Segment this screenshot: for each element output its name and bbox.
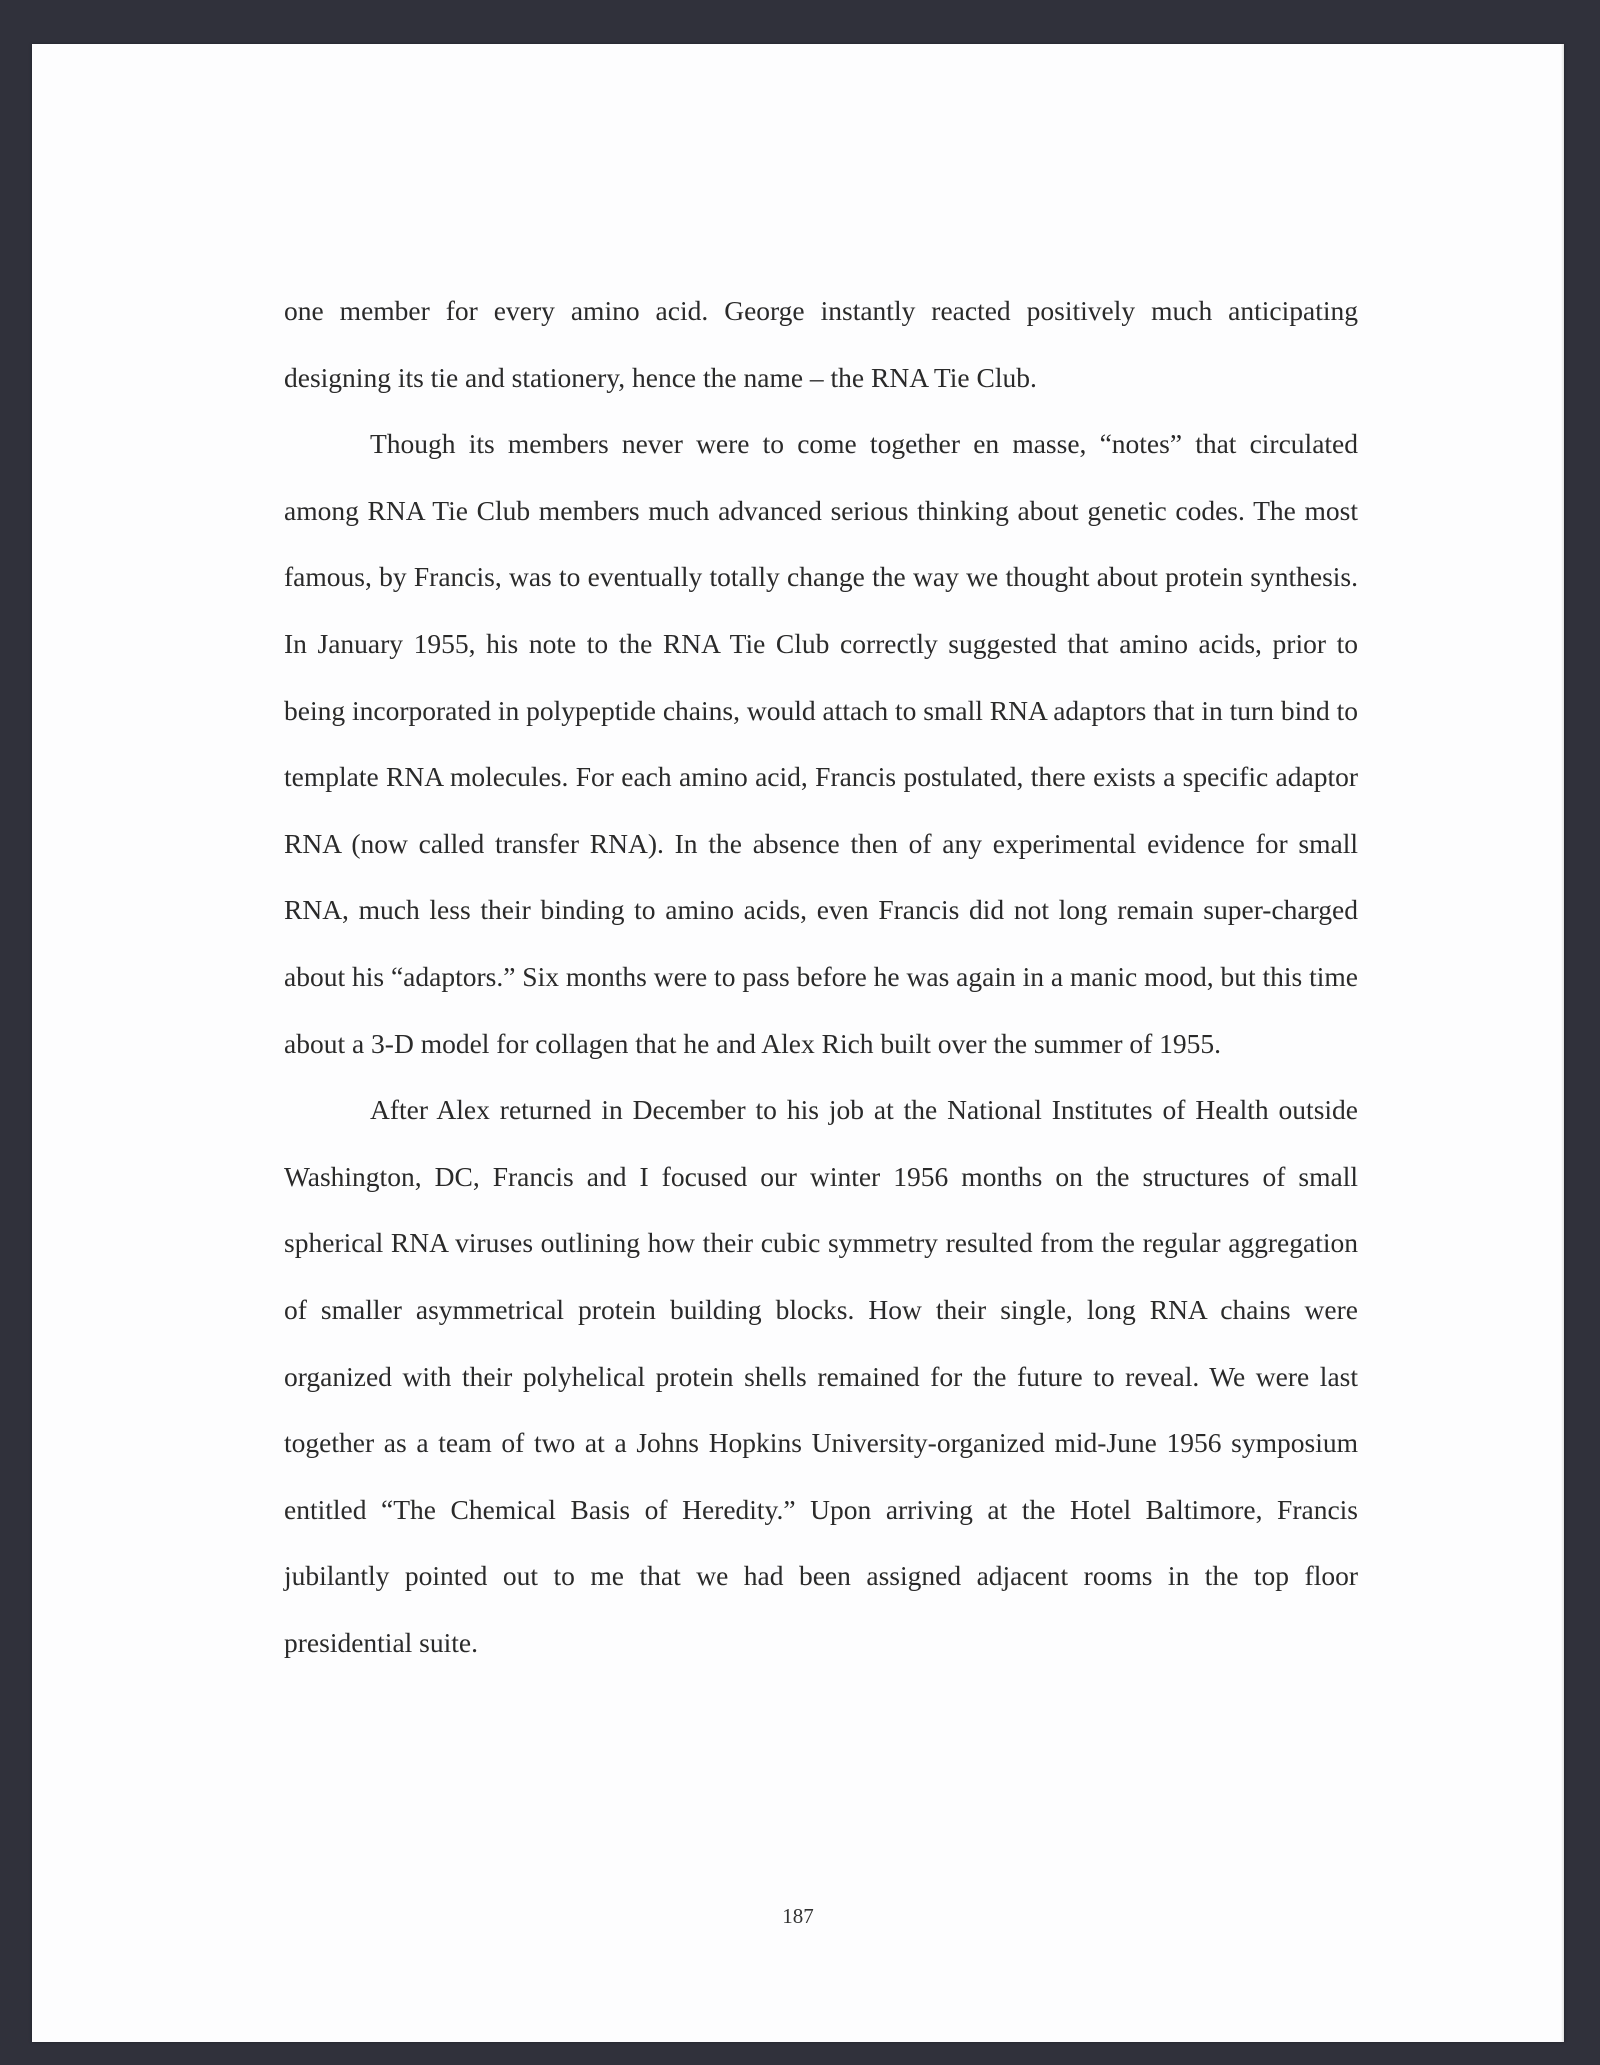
paragraph-2: Though its members never were to come together en masse, “notes” that circulated among RNA Tie Club members much advanced serious thinking about genetic codes. The most famous, by Francis, was to eventually totally change the way we thought about protein synthesis. In January 1955, his note to the RNA Tie Club correctly suggested that amino acids, prior to being incorporated in polypeptide chains, would attach to small RNA adaptors that in turn bind to template RNA molecules. For each amino acid, Francis postulated, there exists a specific adaptor RNA (now called transfer RNA). In the absence then of any experimental evidence for small RNA, much less their binding to amino acids, even Francis did not long remain super-charged about his “adaptors.” Six months were to pass before he was again in a manic mood, but this time about a 3-D model for collagen that he and Alex Rich built over the summer of 1955. (284, 428, 1358, 1059)
document-page (32, 44, 1564, 2042)
page-number: 187 (782, 1904, 814, 1928)
body-text (284, 278, 1358, 1676)
paragraph-1: one member for every amino acid. George instantly reacted positively much anticipating designing its tie and stationery, hence the name – the RNA Tie Club. (284, 295, 1358, 393)
paragraph-3: After Alex returned in December to his job at the National Institutes of Health outside Washington, DC, Francis and I focused our winter 1956 months on the structures of small spherical RNA viruses outlining how their cubic symmetry resulted from the regular aggregation of smaller asymmetrical protein building blocks. How their single, long RNA chains were organized with their polyhelical protein shells remained for the future to reveal. We were last together as a team of two at a Johns Hopkins University-organized mid-June 1956 symposium entitled “The Chemical Basis of Heredity.” Upon arriving at the Hotel Baltimore, Francis jubilantly pointed out to me that we had been assigned adjacent rooms in the top floor presidential suite. (284, 1094, 1358, 1658)
page-edge-shadow (1561, 44, 1564, 2042)
